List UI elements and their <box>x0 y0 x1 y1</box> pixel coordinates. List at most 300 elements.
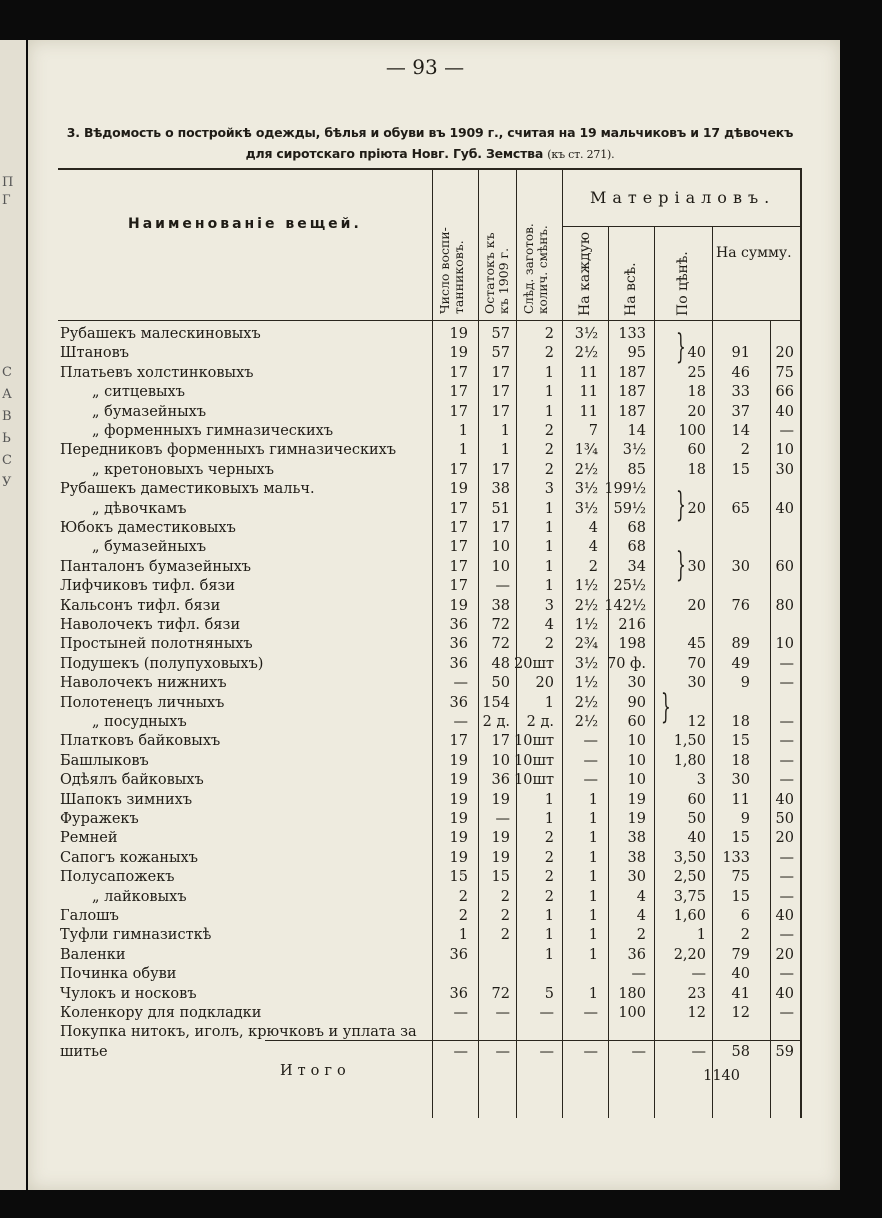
cell-all: 19 <box>627 811 646 827</box>
cell-rem: 38 <box>491 481 510 498</box>
cell-per: 1 <box>588 927 598 944</box>
cell-pupils: 19 <box>449 345 468 362</box>
cell-all: 19 <box>627 791 646 808</box>
row-name: Платьевъ холстинковыхъ <box>60 364 254 381</box>
row-name: Наволочекъ тифл. бязи <box>60 617 241 633</box>
cell-prep: 1 <box>544 946 554 963</box>
cell-price: 40 <box>687 345 706 362</box>
cell-prep: 1 <box>544 539 554 556</box>
cell-rem: 17 <box>491 520 510 536</box>
cell-pupils: 17 <box>449 558 468 575</box>
cell-per: — <box>583 1043 598 1060</box>
cell-sum: 49 <box>731 655 750 672</box>
cell-prep: — <box>539 1043 554 1060</box>
cell-kop: 60 <box>775 558 794 575</box>
cell-per: 1 <box>588 830 598 847</box>
cell-pupils: 19 <box>449 849 468 866</box>
cell-pupils: 19 <box>449 481 468 498</box>
cell-price: 3,75 <box>673 888 706 905</box>
cell-sum: 91 <box>731 345 750 362</box>
cell-all: 85 <box>627 461 646 478</box>
row-name: „ форменныхъ гимназическихъ <box>92 423 334 439</box>
cell-per: 11 <box>579 364 598 381</box>
cell-rem: 1 <box>500 442 510 459</box>
row-name: Шапокъ зимнихъ <box>60 791 193 808</box>
cell-all: 38 <box>627 849 646 866</box>
cell-per: 4 <box>588 520 598 536</box>
cell-kop: — <box>779 772 794 789</box>
cell-all: 68 <box>627 520 646 536</box>
cell-prep: 1 <box>544 403 554 420</box>
cell-pupils: 17 <box>449 500 468 517</box>
cell-sum: 2 <box>740 442 750 459</box>
cell-rem: 10 <box>491 539 510 556</box>
row-name: Галошъ <box>60 908 119 924</box>
cell-all: 187 <box>618 384 646 401</box>
cell-all: 2 <box>636 927 646 944</box>
cell-all: 36 <box>627 946 646 963</box>
cell-price: 45 <box>687 636 706 653</box>
cell-rem: 15 <box>491 869 510 886</box>
cell-all: 180 <box>618 985 646 1002</box>
total-value: 1140 <box>703 1068 740 1084</box>
row-name: Туфли гимназисткѣ <box>60 927 212 944</box>
cell-sum: 15 <box>731 830 750 847</box>
cell-all: 25½ <box>613 578 646 595</box>
cell-rem: 57 <box>491 326 510 342</box>
cell-per: 3½ <box>574 481 598 498</box>
cell-kop: 40 <box>775 500 794 517</box>
cell-kop: 10 <box>775 442 794 459</box>
cell-price: 3 <box>696 772 706 789</box>
cell-rem: 36 <box>491 772 510 789</box>
cell-sum: 76 <box>731 597 750 614</box>
cell-sum: 18 <box>731 752 750 769</box>
cell-sum: 79 <box>731 946 750 963</box>
cell-sum: 58 <box>731 1043 750 1060</box>
cell-all: 187 <box>618 364 646 381</box>
cell-rem: 51 <box>491 500 510 517</box>
cell-all: 10 <box>627 733 646 750</box>
cell-all: 10 <box>627 772 646 789</box>
cell-rem: 17 <box>491 461 510 478</box>
cell-pupils: 15 <box>449 869 468 886</box>
cell-all: 4 <box>636 908 646 924</box>
row-name: Полотенецъ личныхъ <box>60 694 225 711</box>
row-name: Ремней <box>60 830 118 847</box>
cell-prep: 2 <box>544 869 554 886</box>
cell-price: 20 <box>687 403 706 420</box>
cell-per: 1 <box>588 908 598 924</box>
brace-shirts-pants: } <box>675 327 686 367</box>
row-name: шитье <box>60 1043 108 1060</box>
cell-per: 2 <box>588 558 598 575</box>
cell-per: 3½ <box>574 500 598 517</box>
cell-pupils: 1 <box>458 442 468 459</box>
cell-pupils: 17 <box>449 461 468 478</box>
cell-prep: 10шт <box>514 752 554 769</box>
cell-price: 60 <box>687 791 706 808</box>
cell-price: 18 <box>687 384 706 401</box>
cell-sum: 15 <box>731 888 750 905</box>
cell-prep: 1 <box>544 694 554 711</box>
cell-sum: 18 <box>731 714 750 730</box>
row-name: „ ситцевыхъ <box>92 384 185 401</box>
cell-pupils: 17 <box>449 384 468 401</box>
cell-all: 90 <box>627 694 646 711</box>
row-name: „ дѣвочкамъ <box>92 500 187 517</box>
cell-sum: 75 <box>731 869 750 886</box>
cell-kop: 66 <box>775 384 794 401</box>
cell-kop: — <box>779 655 794 672</box>
cell-rem: 154 <box>482 694 510 711</box>
cell-pupils: 19 <box>449 791 468 808</box>
cell-per: 1 <box>588 946 598 963</box>
cell-pupils: — <box>453 1005 468 1021</box>
cell-all: 133 <box>618 326 646 342</box>
cell-sum: 15 <box>731 733 750 750</box>
cell-per: 3½ <box>574 655 598 672</box>
cell-rem: 17 <box>491 403 510 420</box>
cell-prep: 2 <box>544 345 554 362</box>
cell-sum: 30 <box>731 772 750 789</box>
cell-kop: — <box>779 423 794 439</box>
cell-kop: — <box>779 888 794 905</box>
cell-price: 30 <box>687 675 706 692</box>
cell-rem: 19 <box>491 791 510 808</box>
table-title: 3. Вѣдомость о постройкѣ одежды, бѣлья и обуви въ 1909 г., считая на 19 мальчиковъ и 17 дѣвочекъ <box>66 125 794 140</box>
cell-pupils: 36 <box>449 636 468 653</box>
cell-prep: 1 <box>544 791 554 808</box>
cell-sum: 14 <box>731 423 750 439</box>
cell-pupils: 2 <box>458 888 468 905</box>
cell-per: — <box>583 772 598 789</box>
row-name: Штановъ <box>60 345 129 362</box>
cell-kop: 40 <box>775 403 794 420</box>
cell-all: 4 <box>636 888 646 905</box>
cell-prep: 10шт <box>514 733 554 750</box>
row-name: Валенки <box>60 946 126 963</box>
brace-towels: } <box>660 687 671 727</box>
materials-rule <box>562 226 800 227</box>
cell-kop: — <box>779 714 794 730</box>
cell-per: — <box>583 733 598 750</box>
cell-all: 59½ <box>613 500 646 517</box>
cell-kop: 50 <box>775 811 794 827</box>
cell-all: 95 <box>627 345 646 362</box>
cell-all: 10 <box>627 752 646 769</box>
cell-rem: 2 <box>500 908 510 924</box>
cell-kop: — <box>779 752 794 769</box>
cell-per: 1½ <box>574 675 598 692</box>
cell-sum: 15 <box>731 461 750 478</box>
cell-all: 187 <box>618 403 646 420</box>
cell-price: 40 <box>687 830 706 847</box>
cell-sum: 41 <box>731 985 750 1002</box>
cell-price: 1,80 <box>673 752 706 769</box>
cell-rem: 19 <box>491 849 510 866</box>
cell-kop: — <box>779 869 794 886</box>
cell-kop: 20 <box>775 946 794 963</box>
cell-prep: 3 <box>544 481 554 498</box>
cell-prep: 1 <box>544 364 554 381</box>
cell-pupils: 36 <box>449 655 468 672</box>
row-name: Рубашекъ даместиковыхъ мальч. <box>60 481 315 498</box>
cell-pupils: 17 <box>449 539 468 556</box>
cell-all: 30 <box>627 675 646 692</box>
cell-pupils: 36 <box>449 617 468 633</box>
cell-prep: 1 <box>544 927 554 944</box>
cell-prep: 1 <box>544 384 554 401</box>
cell-price: 70 <box>687 655 706 672</box>
cell-rem: 19 <box>491 830 510 847</box>
cell-rem: — <box>495 1005 510 1021</box>
cell-kop: — <box>779 849 794 866</box>
cell-prep: 2 <box>544 423 554 439</box>
cell-price: 18 <box>687 461 706 478</box>
header-sum: На сумму. <box>716 245 792 261</box>
cell-prep: 2 <box>544 888 554 905</box>
cell-price: 60 <box>687 442 706 459</box>
cell-all: 38 <box>627 830 646 847</box>
cell-pupils: 17 <box>449 733 468 750</box>
cell-all: — <box>631 966 646 983</box>
cell-prep: 1 <box>544 500 554 517</box>
row-name: Рубашекъ малескиновыхъ <box>60 326 261 342</box>
header-per-item: На каждую <box>577 231 593 316</box>
cell-sum: 33 <box>731 384 750 401</box>
cell-per: 3½ <box>574 326 598 342</box>
row-name: Кальсонъ тифл. бязи <box>60 597 221 614</box>
cell-prep: 1 <box>544 520 554 536</box>
cell-rem: — <box>495 1043 510 1060</box>
cell-pupils: 36 <box>449 694 468 711</box>
cell-rem: 1 <box>500 423 510 439</box>
header-pupils: Число воспи- танниковъ. <box>437 227 466 314</box>
cell-prep: 2 <box>544 326 554 342</box>
cell-prep: 2 <box>544 849 554 866</box>
cell-price: 1 <box>696 927 706 944</box>
cell-all: 142½ <box>604 597 646 614</box>
cell-all: 60 <box>627 714 646 730</box>
cell-kop: 10 <box>775 636 794 653</box>
cell-per: 1 <box>588 849 598 866</box>
cell-price: 30 <box>687 558 706 575</box>
row-name: Покупка нитокъ, иголъ, крючковъ и уплата за <box>60 1024 417 1041</box>
cell-pupils: 19 <box>449 830 468 847</box>
cell-per: 2½ <box>574 345 598 362</box>
cell-per: 1 <box>588 791 598 808</box>
cell-kop: 40 <box>775 985 794 1002</box>
cell-prep: — <box>539 1005 554 1021</box>
header-to-prepare: Слѣд. заготов. колич. смѣнъ. <box>522 223 550 314</box>
cell-sum: 12 <box>731 1005 750 1021</box>
header-remainder: Остатокъ къ къ 1909 г. <box>482 232 511 314</box>
cell-price: 20 <box>687 597 706 614</box>
cell-rem: 17 <box>491 364 510 381</box>
cell-pupils: — <box>453 1043 468 1060</box>
cell-per: 7 <box>588 423 598 439</box>
cell-rem: 2 <box>500 927 510 944</box>
cell-all: 70 ф. <box>606 655 646 672</box>
cell-kop: 20 <box>775 830 794 847</box>
cell-sum: 46 <box>731 364 750 381</box>
cell-prep: 2 <box>544 636 554 653</box>
cell-sum: 65 <box>731 500 750 517</box>
cell-per: 1½ <box>574 578 598 595</box>
cell-pupils: 1 <box>458 423 468 439</box>
cell-price: 12 <box>687 714 706 730</box>
cell-pupils: 1 <box>458 927 468 944</box>
cell-prep: 5 <box>544 985 554 1002</box>
cell-prep: 3 <box>544 597 554 614</box>
cell-pupils: 17 <box>449 403 468 420</box>
cell-per: 2½ <box>574 714 598 730</box>
cell-rem: 2 <box>500 888 510 905</box>
cell-per: 1 <box>588 888 598 905</box>
cell-pupils: — <box>453 714 468 730</box>
cell-rem: 72 <box>491 985 510 1002</box>
cell-per: 11 <box>579 384 598 401</box>
cell-sum: 11 <box>731 791 750 808</box>
cell-rem: 10 <box>491 558 510 575</box>
cell-sum: 37 <box>731 403 750 420</box>
cell-pupils: 19 <box>449 597 468 614</box>
cell-all: 198 <box>618 636 646 653</box>
cell-kop: — <box>779 966 794 983</box>
cell-pupils: 17 <box>449 364 468 381</box>
row-name: Фуражекъ <box>60 811 139 827</box>
cell-price: 1,60 <box>673 908 706 924</box>
row-name: Подушекъ (полупуховыхъ) <box>60 655 264 672</box>
cell-per: — <box>583 1005 598 1021</box>
cell-pupils: 19 <box>449 772 468 789</box>
cell-prep: 1 <box>544 908 554 924</box>
row-name: „ бумазейныхъ <box>92 539 207 556</box>
cell-kop: — <box>779 675 794 692</box>
cell-all: 34 <box>627 558 646 575</box>
table-subtitle <box>40 146 820 161</box>
cell-per: 2½ <box>574 597 598 614</box>
cell-per: 4 <box>588 539 598 556</box>
cell-prep: 20шт <box>514 655 554 672</box>
row-name: Починка обуви <box>60 966 177 983</box>
cell-prep: 20 <box>535 675 554 692</box>
cell-all: 216 <box>618 617 646 633</box>
cell-prep: 2 <box>544 442 554 459</box>
cell-all: 199½ <box>604 481 646 498</box>
cell-prep: 1 <box>544 811 554 827</box>
cell-per: 1 <box>588 869 598 886</box>
cell-price: 23 <box>687 985 706 1002</box>
page-number: — 93 — <box>385 55 465 79</box>
cell-price: — <box>691 1043 706 1060</box>
cell-all: 3½ <box>622 442 646 459</box>
row-name: Башлыковъ <box>60 752 149 769</box>
cell-rem: 72 <box>491 617 510 633</box>
cell-prep: 1 <box>544 558 554 575</box>
cell-per: — <box>583 752 598 769</box>
previous-page-edge: П Г С А В Ь С У <box>0 40 26 1190</box>
cell-sum: 9 <box>740 811 750 827</box>
cell-rem: 2 д. <box>482 714 510 730</box>
cell-per: 1½ <box>574 617 598 633</box>
cell-kop: 20 <box>775 345 794 362</box>
cell-prep: 2 д. <box>526 714 554 730</box>
cell-kop: 40 <box>775 908 794 924</box>
cell-kop: 59 <box>775 1043 794 1060</box>
cell-price: — <box>691 966 706 983</box>
cell-price: 3,50 <box>673 849 706 866</box>
cell-prep: 2 <box>544 461 554 478</box>
cell-per: 1¾ <box>574 442 598 459</box>
cell-price: 12 <box>687 1005 706 1021</box>
cell-per: 2¾ <box>574 636 598 653</box>
cell-price: 2,50 <box>673 869 706 886</box>
cell-rem: — <box>495 811 510 827</box>
cell-sum: 30 <box>731 558 750 575</box>
row-name: Панталонъ бумазейныхъ <box>60 558 252 575</box>
table-reference: (къ ст. 271). <box>547 148 615 161</box>
cell-kop: 40 <box>775 791 794 808</box>
row-name: Одѣялъ байковыхъ <box>60 772 204 789</box>
cell-sum: 9 <box>740 675 750 692</box>
cell-sum: 2 <box>740 927 750 944</box>
row-name: Лифчиковъ тифл. бязи <box>60 578 236 595</box>
cell-pupils: 19 <box>449 811 468 827</box>
row-name: Чулокъ и носковъ <box>60 985 197 1002</box>
cell-price: 50 <box>687 811 706 827</box>
row-name: „ кретоновыхъ черныхъ <box>92 461 274 478</box>
cell-prep: 1 <box>544 578 554 595</box>
table-subtitle-text: для сиротскаго пріюта Новг. Губ. Земства <box>245 146 544 161</box>
cell-kop: — <box>779 1005 794 1021</box>
cell-all: 68 <box>627 539 646 556</box>
cell-rem: 17 <box>491 384 510 401</box>
row-name: „ лайковыхъ <box>92 888 187 905</box>
header-materials: Матеріаловъ. <box>590 188 776 207</box>
cell-pupils: 36 <box>449 946 468 963</box>
cell-sum: 133 <box>722 849 750 866</box>
cell-rem: — <box>495 578 510 595</box>
cell-rem: 48 <box>491 655 510 672</box>
cell-price: 25 <box>687 364 706 381</box>
header-name: Наименованіе вещей. <box>128 216 362 232</box>
table-right-rule <box>800 168 802 1118</box>
cell-kop: 75 <box>775 364 794 381</box>
cell-rem: 57 <box>491 345 510 362</box>
cell-rem: 38 <box>491 597 510 614</box>
cell-per: 11 <box>579 403 598 420</box>
cell-pupils: 19 <box>449 752 468 769</box>
row-name: Сапогъ кожаныхъ <box>60 849 198 866</box>
cell-price: 1,50 <box>673 733 706 750</box>
cell-pupils: 17 <box>449 520 468 536</box>
cell-sum: 40 <box>731 966 750 983</box>
header-bottom-rule <box>58 320 800 321</box>
cell-prep: 10шт <box>514 772 554 789</box>
row-name: Простыней полотняныхъ <box>60 636 253 653</box>
cell-pupils: 2 <box>458 908 468 924</box>
cell-all: 100 <box>618 1005 646 1021</box>
row-name: Платковъ байковыхъ <box>60 733 221 750</box>
cell-prep: 4 <box>544 617 554 633</box>
cell-all: — <box>631 1043 646 1060</box>
cell-all: 14 <box>627 423 646 439</box>
cell-pupils: 17 <box>449 578 468 595</box>
row-name: Наволочекъ нижнихъ <box>60 675 227 692</box>
brace-underwear: } <box>675 545 686 585</box>
